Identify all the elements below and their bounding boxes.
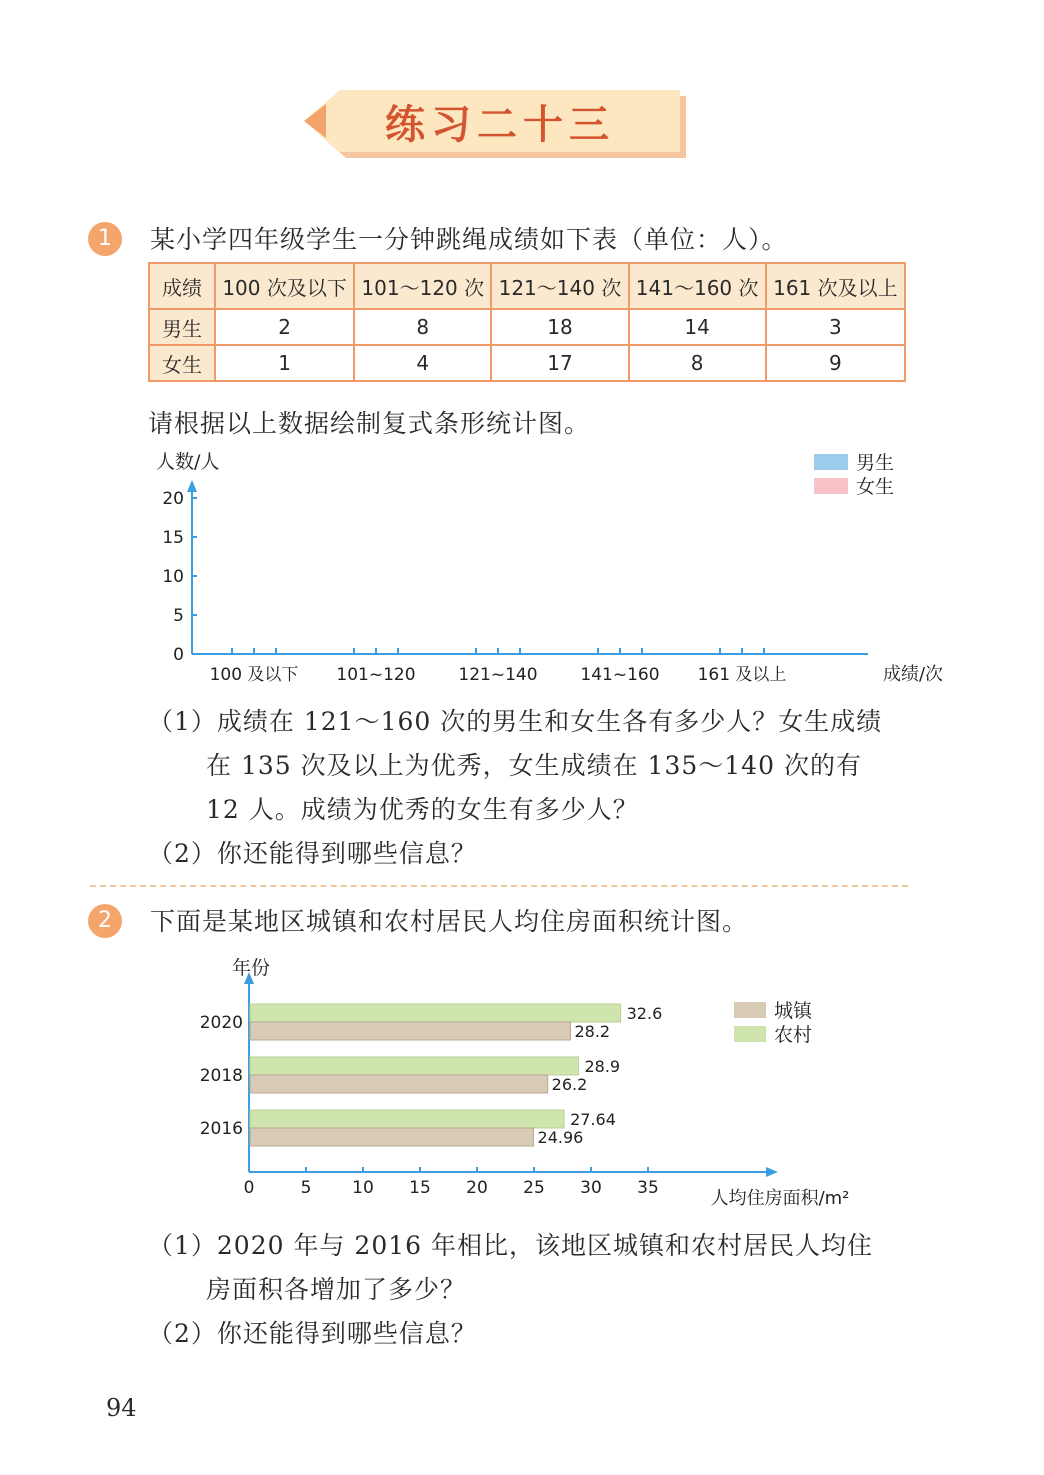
- x-tick-label: 101~120: [336, 665, 416, 685]
- question-text: 某小学四年级学生一分钟跳绳成绩如下表（单位：人）。: [150, 225, 788, 254]
- x-tick-label: 25: [523, 1178, 545, 1198]
- housing-area-bar-chart: [190, 950, 880, 1210]
- table-header-cell: 成绩: [149, 263, 215, 309]
- y-axis-label: 人数/人: [156, 451, 220, 473]
- table-cell: 8: [354, 309, 491, 345]
- bar-rural: [250, 1004, 621, 1022]
- y-tick-label: 2018: [199, 1066, 243, 1086]
- table-header-cell: 101～120 次: [354, 263, 491, 309]
- question-number-badge: 2: [88, 904, 122, 938]
- table-cell: 9: [766, 345, 905, 381]
- question-number-badge: 1: [88, 222, 122, 256]
- bar-value-label: 28.9: [584, 1057, 621, 1076]
- x-tick-label: 20: [466, 1178, 488, 1198]
- page-number: 94: [106, 1394, 137, 1422]
- x-tick-label: 161 及以上: [697, 665, 787, 685]
- y-tick-label: 5: [173, 606, 184, 626]
- table-cell: 1: [215, 345, 354, 381]
- x-tick-label: 35: [637, 1178, 659, 1198]
- legend-label: 农村: [774, 1024, 813, 1046]
- x-tick-label: 30: [580, 1178, 602, 1198]
- x-tick-label: 15: [409, 1178, 431, 1198]
- sub-question-2: （2）你还能得到哪些信息？: [148, 1319, 477, 1348]
- y-tick-label: 2016: [199, 1119, 243, 1139]
- bar-town: [250, 1075, 548, 1093]
- legend-swatch-girl: [814, 478, 848, 494]
- sub-question-1-line-2: 在 135 次及以上为优秀，女生成绩在 135～140 次的有: [206, 751, 862, 780]
- bar-town: [250, 1022, 570, 1040]
- y-tick-label: 15: [162, 528, 184, 548]
- x-axis-label: 成绩/次: [882, 664, 944, 685]
- bar-value-label: 24.96: [537, 1128, 584, 1147]
- sub-question-1-line-2: 房面积各增加了多少？: [206, 1275, 467, 1304]
- bar-town: [250, 1128, 534, 1146]
- x-tick-label: 100 及以下: [209, 665, 299, 685]
- legend-label: 女生: [856, 476, 895, 498]
- row-label: 男生: [149, 309, 215, 345]
- table-cell: 18: [491, 309, 628, 345]
- row-label: 女生: [149, 345, 215, 381]
- y-tick-label: 0: [173, 645, 184, 665]
- bar-value-label: 28.2: [574, 1022, 611, 1041]
- table-header-cell: 121～140 次: [491, 263, 628, 309]
- sub-question-1-line-1: （1）成绩在 121～160 次的男生和女生各有多少人？女生成绩: [148, 707, 883, 736]
- legend-label: 男生: [856, 452, 895, 474]
- sub-question-1-line-1: （1）2020 年与 2016 年相比，该地区城镇和农村居民人均住: [148, 1231, 873, 1260]
- y-tick-label: 10: [162, 567, 184, 587]
- legend-swatch-rural: [734, 1026, 766, 1042]
- table-header-cell: 100 次及以下: [215, 263, 354, 309]
- x-tick-label: 10: [352, 1178, 374, 1198]
- section-divider: [90, 885, 908, 887]
- bar-rural: [250, 1057, 578, 1075]
- x-tick-label: 141~160: [580, 665, 660, 685]
- table-cell: 4: [354, 345, 491, 381]
- x-tick-label: 121~140: [458, 665, 538, 685]
- x-tick-label: 5: [300, 1178, 312, 1198]
- jump-rope-bar-chart: [140, 440, 944, 690]
- bar-rural: [250, 1110, 564, 1128]
- table-cell: 17: [491, 345, 628, 381]
- table-header-row: [149, 263, 905, 309]
- y-axis-label: 年份: [232, 957, 271, 979]
- y-tick-label: 20: [162, 489, 184, 509]
- table-cell: 8: [629, 345, 766, 381]
- sub-question-2: （2）你还能得到哪些信息？: [148, 839, 477, 868]
- legend-swatch-boy: [814, 454, 848, 470]
- legend-swatch-town: [734, 1002, 766, 1018]
- table-header-cell: 161 次及以上: [766, 263, 905, 309]
- bar-value-label: 32.6: [626, 1004, 663, 1023]
- question-text: 下面是某地区城镇和农村居民人均住房面积统计图。: [150, 907, 749, 936]
- y-axis-arrow: [187, 480, 197, 492]
- x-axis-label: 人均住房面积/m²: [710, 1188, 850, 1209]
- instruction-text: 请根据以上数据绘制复式条形统计图。: [148, 409, 591, 438]
- score-table: [148, 262, 906, 382]
- table-row: [149, 345, 905, 381]
- sub-question-1-line-3: 12 人。成绩为优秀的女生有多少人？: [206, 795, 639, 824]
- y-tick-label: 2020: [199, 1013, 243, 1033]
- table-cell: 2: [215, 309, 354, 345]
- x-tick-label: 0: [243, 1178, 255, 1198]
- table-header-cell: 141～160 次: [629, 263, 766, 309]
- legend-label: 城镇: [774, 1000, 813, 1022]
- table-cell: 14: [629, 309, 766, 345]
- x-axis-arrow: [766, 1167, 778, 1177]
- table-cell: 3: [766, 309, 905, 345]
- bar-value-label: 27.64: [570, 1110, 616, 1129]
- bar-value-label: 26.2: [551, 1075, 588, 1094]
- page-title: 练习二十三: [385, 101, 615, 148]
- table-row: [149, 309, 905, 345]
